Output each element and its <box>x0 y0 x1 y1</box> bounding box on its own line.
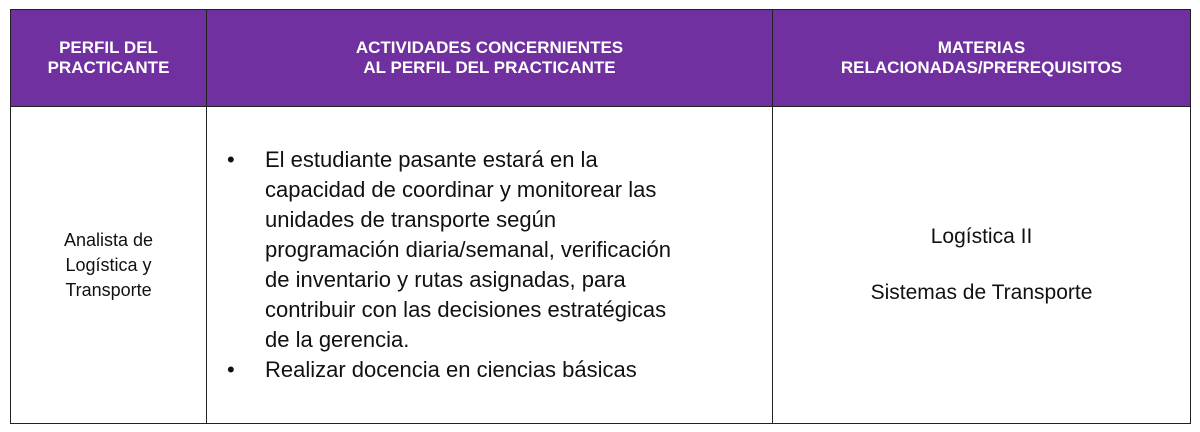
activity-1-line-5: de inventario y rutas asignadas, para <box>265 267 626 292</box>
activity-1-line-1: El estudiante pasante estará en la <box>265 147 598 172</box>
activity-1-line-4: programación diaria/semanal, verificación <box>265 237 671 262</box>
header-profile <box>11 10 207 107</box>
activity-1-line-2: capacidad de coordinar y monitorear las <box>265 177 657 202</box>
header-subjects <box>773 10 1191 107</box>
header-subjects-line-2: RELACIONADAS/PREREQUISITOS <box>840 58 1123 77</box>
bullet-icon: • <box>227 147 235 172</box>
profile-line-1: Analista de <box>63 229 154 250</box>
activity-1-line-7: de la gerencia. <box>265 327 410 352</box>
activities-cell <box>207 107 773 424</box>
activity-item <box>215 355 758 385</box>
profile-line-2: Logística y <box>65 254 152 275</box>
header-profile-line-1: PERFIL DEL <box>59 38 158 57</box>
header-subjects-line-1: MATERIAS <box>937 38 1026 57</box>
header-activities <box>207 10 773 107</box>
profile-cell <box>11 107 207 424</box>
header-activities-line-2: AL PERFIL DEL PRACTICANTE <box>363 58 616 77</box>
subject-item-1: Logística II <box>930 225 1033 248</box>
bullet-icon: • <box>227 357 235 382</box>
internship-profile-table <box>10 9 1191 424</box>
subject-item-2: Sistemas de Transporte <box>870 281 1093 304</box>
activities-list <box>215 145 758 385</box>
table-row <box>11 107 1191 424</box>
activity-1-line-3: unidades de transporte según <box>265 207 557 232</box>
profile-line-3: Transporte <box>65 279 152 300</box>
internship-profile-table-wrapper <box>10 9 1190 423</box>
activity-2-line-1: Realizar docencia en ciencias básicas <box>265 357 637 382</box>
activity-1-line-6: contribuir con las decisiones estratégicas <box>265 297 667 322</box>
activity-item <box>215 145 758 355</box>
header-profile-line-2: PRACTICANTE <box>47 58 170 77</box>
subjects-cell <box>773 107 1191 424</box>
header-activities-line-1: ACTIVIDADES CONCERNIENTES <box>355 38 624 57</box>
header-row <box>11 10 1191 107</box>
